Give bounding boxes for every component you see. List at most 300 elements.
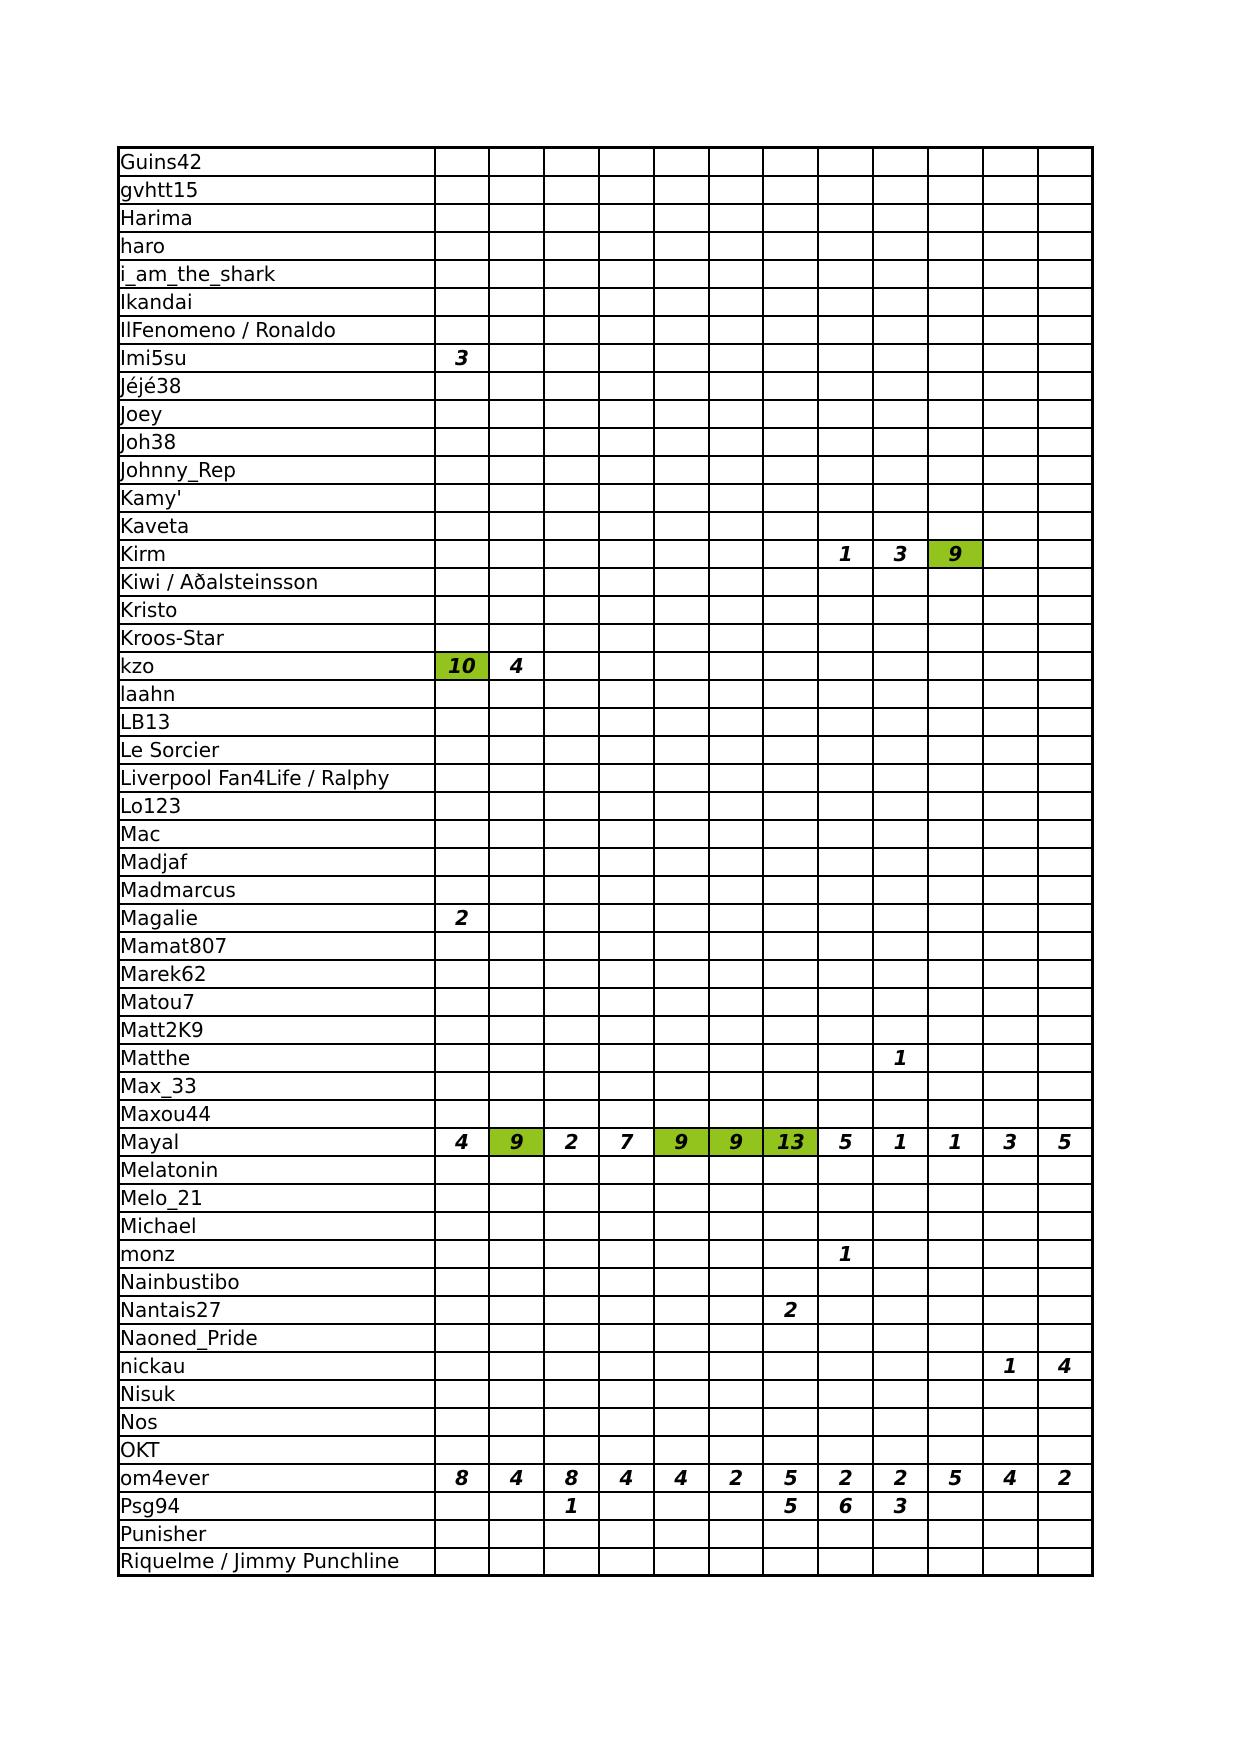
empty-score-cell [654, 1016, 709, 1044]
player-name-cell: Madmarcus [119, 876, 435, 904]
empty-score-cell [489, 512, 544, 540]
empty-score-cell [544, 428, 599, 456]
score-cell: 1 [983, 1352, 1038, 1380]
score-cell: 2 [818, 1464, 873, 1492]
empty-score-cell [983, 988, 1038, 1016]
empty-score-cell [818, 204, 873, 232]
empty-score-cell [818, 1436, 873, 1464]
empty-score-cell [818, 680, 873, 708]
empty-score-cell [818, 1184, 873, 1212]
empty-score-cell [599, 1240, 654, 1268]
empty-score-cell [709, 1408, 764, 1436]
empty-score-cell [599, 456, 654, 484]
empty-score-cell [1038, 456, 1093, 484]
empty-score-cell [709, 1268, 764, 1296]
empty-score-cell [489, 1044, 544, 1072]
empty-score-cell [654, 176, 709, 204]
player-name-cell: Matou7 [119, 988, 435, 1016]
empty-score-cell [489, 1212, 544, 1240]
empty-score-cell [544, 1240, 599, 1268]
empty-score-cell [489, 820, 544, 848]
empty-score-cell [489, 1016, 544, 1044]
empty-score-cell [1038, 540, 1093, 568]
empty-score-cell [435, 1408, 490, 1436]
player-name-cell: Kaveta [119, 512, 435, 540]
empty-score-cell [818, 568, 873, 596]
empty-score-cell [818, 484, 873, 512]
empty-score-cell [599, 624, 654, 652]
empty-score-cell [709, 1380, 764, 1408]
empty-score-cell [435, 1268, 490, 1296]
empty-score-cell [709, 484, 764, 512]
empty-score-cell [873, 1296, 928, 1324]
empty-score-cell [763, 232, 818, 260]
empty-score-cell [1038, 568, 1093, 596]
player-name-cell: Maxou44 [119, 1100, 435, 1128]
empty-score-cell [1038, 876, 1093, 904]
table-row [119, 288, 1093, 316]
table-row [119, 848, 1093, 876]
empty-score-cell [654, 148, 709, 176]
empty-score-cell [1038, 596, 1093, 624]
player-name-cell: Liverpool Fan4Life / Ralphy [119, 764, 435, 792]
empty-score-cell [544, 988, 599, 1016]
empty-score-cell [654, 708, 709, 736]
empty-score-cell [763, 1016, 818, 1044]
empty-score-cell [599, 1492, 654, 1520]
empty-score-cell [818, 260, 873, 288]
empty-score-cell [818, 624, 873, 652]
empty-score-cell [435, 428, 490, 456]
empty-score-cell [763, 876, 818, 904]
empty-score-cell [928, 1296, 983, 1324]
empty-score-cell [544, 960, 599, 988]
score-cell: 1 [928, 1128, 983, 1156]
empty-score-cell [709, 848, 764, 876]
empty-score-cell [763, 988, 818, 1016]
table-row [119, 232, 1093, 260]
empty-score-cell [763, 1240, 818, 1268]
table-row [119, 1520, 1093, 1548]
empty-score-cell [928, 596, 983, 624]
empty-score-cell [763, 344, 818, 372]
empty-score-cell [818, 1324, 873, 1352]
empty-score-cell [763, 260, 818, 288]
empty-score-cell [435, 456, 490, 484]
empty-score-cell [928, 1100, 983, 1128]
empty-score-cell [599, 1380, 654, 1408]
empty-score-cell [489, 1436, 544, 1464]
score-cell: 1 [818, 1240, 873, 1268]
empty-score-cell [709, 400, 764, 428]
empty-score-cell [489, 876, 544, 904]
empty-score-cell [1038, 1268, 1093, 1296]
empty-score-cell [873, 344, 928, 372]
empty-score-cell [709, 792, 764, 820]
empty-score-cell [763, 652, 818, 680]
empty-score-cell [544, 708, 599, 736]
empty-score-cell [435, 1240, 490, 1268]
empty-score-cell [928, 708, 983, 736]
empty-score-cell [928, 260, 983, 288]
table-row [119, 764, 1093, 792]
player-name-cell: Naoned_Pride [119, 1324, 435, 1352]
empty-score-cell [1038, 764, 1093, 792]
empty-score-cell [709, 960, 764, 988]
empty-score-cell [763, 1436, 818, 1464]
empty-score-cell [928, 1156, 983, 1184]
empty-score-cell [1038, 904, 1093, 932]
empty-score-cell [873, 904, 928, 932]
empty-score-cell [489, 1268, 544, 1296]
empty-score-cell [1038, 260, 1093, 288]
empty-score-cell [983, 204, 1038, 232]
table-row [119, 540, 1093, 568]
empty-score-cell [873, 1072, 928, 1100]
empty-score-cell [763, 456, 818, 484]
empty-score-cell [489, 484, 544, 512]
table-row [119, 1492, 1093, 1520]
empty-score-cell [983, 1324, 1038, 1352]
empty-score-cell [489, 148, 544, 176]
player-name-cell: Psg94 [119, 1492, 435, 1520]
empty-score-cell [435, 1184, 490, 1212]
empty-score-cell [983, 400, 1038, 428]
empty-score-cell [544, 652, 599, 680]
empty-score-cell [1038, 1100, 1093, 1128]
empty-score-cell [709, 1492, 764, 1520]
empty-score-cell [983, 792, 1038, 820]
empty-score-cell [654, 428, 709, 456]
empty-score-cell [435, 820, 490, 848]
empty-score-cell [1038, 1016, 1093, 1044]
empty-score-cell [1038, 1184, 1093, 1212]
empty-score-cell [654, 988, 709, 1016]
table-row [119, 1352, 1093, 1380]
empty-score-cell [544, 400, 599, 428]
empty-score-cell [544, 624, 599, 652]
empty-score-cell [818, 1268, 873, 1296]
empty-score-cell [654, 400, 709, 428]
empty-score-cell [1038, 512, 1093, 540]
empty-score-cell [544, 204, 599, 232]
table-row [119, 1016, 1093, 1044]
empty-score-cell [763, 540, 818, 568]
empty-score-cell [654, 932, 709, 960]
empty-score-cell [654, 288, 709, 316]
empty-score-cell [818, 652, 873, 680]
empty-score-cell [654, 1436, 709, 1464]
empty-score-cell [983, 1296, 1038, 1324]
empty-score-cell [928, 904, 983, 932]
empty-score-cell [654, 232, 709, 260]
empty-score-cell [654, 568, 709, 596]
empty-score-cell [654, 1100, 709, 1128]
empty-score-cell [435, 1072, 490, 1100]
empty-score-cell [818, 904, 873, 932]
player-name-cell: Joh38 [119, 428, 435, 456]
empty-score-cell [1038, 400, 1093, 428]
empty-score-cell [873, 1324, 928, 1352]
empty-score-cell [1038, 344, 1093, 372]
empty-score-cell [599, 176, 654, 204]
empty-score-cell [818, 232, 873, 260]
empty-score-cell [654, 484, 709, 512]
empty-score-cell [928, 372, 983, 400]
empty-score-cell [489, 708, 544, 736]
empty-score-cell [489, 764, 544, 792]
empty-score-cell [489, 260, 544, 288]
empty-score-cell [1038, 372, 1093, 400]
empty-score-cell [599, 428, 654, 456]
empty-score-cell [983, 1268, 1038, 1296]
empty-score-cell [544, 484, 599, 512]
table-row [119, 1296, 1093, 1324]
empty-score-cell [1038, 988, 1093, 1016]
empty-score-cell [489, 1380, 544, 1408]
empty-score-cell [763, 792, 818, 820]
empty-score-cell [983, 680, 1038, 708]
empty-score-cell [654, 820, 709, 848]
empty-score-cell [763, 1408, 818, 1436]
empty-score-cell [763, 204, 818, 232]
empty-score-cell [654, 848, 709, 876]
player-name-cell: Riquelme / Jimmy Punchline [119, 1548, 435, 1576]
empty-score-cell [873, 1184, 928, 1212]
score-cell: 8 [544, 1464, 599, 1492]
empty-score-cell [928, 820, 983, 848]
empty-score-cell [763, 400, 818, 428]
empty-score-cell [709, 876, 764, 904]
empty-score-cell [1038, 792, 1093, 820]
empty-score-cell [873, 1380, 928, 1408]
table-row [119, 1184, 1093, 1212]
empty-score-cell [763, 484, 818, 512]
empty-score-cell [435, 792, 490, 820]
empty-score-cell [818, 1520, 873, 1548]
empty-score-cell [763, 708, 818, 736]
empty-score-cell [763, 512, 818, 540]
score-cell: 5 [818, 1128, 873, 1156]
empty-score-cell [763, 1520, 818, 1548]
empty-score-cell [435, 1100, 490, 1128]
empty-score-cell [763, 960, 818, 988]
table-row [119, 652, 1093, 680]
empty-score-cell [544, 1044, 599, 1072]
empty-score-cell [873, 148, 928, 176]
empty-score-cell [928, 400, 983, 428]
empty-score-cell [709, 540, 764, 568]
empty-score-cell [654, 960, 709, 988]
empty-score-cell [873, 1240, 928, 1268]
empty-score-cell [599, 988, 654, 1016]
empty-score-cell [983, 652, 1038, 680]
empty-score-cell [709, 820, 764, 848]
empty-score-cell [928, 960, 983, 988]
empty-score-cell [654, 512, 709, 540]
empty-score-cell [818, 1408, 873, 1436]
player-name-cell: Punisher [119, 1520, 435, 1548]
empty-score-cell [928, 1436, 983, 1464]
empty-score-cell [709, 428, 764, 456]
empty-score-cell [1038, 1548, 1093, 1576]
empty-score-cell [928, 848, 983, 876]
empty-score-cell [983, 820, 1038, 848]
table-row [119, 568, 1093, 596]
empty-score-cell [873, 596, 928, 624]
empty-score-cell [928, 148, 983, 176]
empty-score-cell [983, 1240, 1038, 1268]
empty-score-cell [435, 1156, 490, 1184]
table-row [119, 1464, 1093, 1492]
score-cell: 6 [818, 1492, 873, 1520]
empty-score-cell [818, 1156, 873, 1184]
empty-score-cell [544, 316, 599, 344]
score-cell: 9 [489, 1128, 544, 1156]
player-name-cell: Matt2K9 [119, 1016, 435, 1044]
score-cell: 1 [873, 1044, 928, 1072]
empty-score-cell [654, 1520, 709, 1548]
empty-score-cell [435, 596, 490, 624]
empty-score-cell [544, 596, 599, 624]
empty-score-cell [599, 344, 654, 372]
table-row [119, 876, 1093, 904]
empty-score-cell [818, 1380, 873, 1408]
empty-score-cell [599, 736, 654, 764]
empty-score-cell [818, 932, 873, 960]
empty-score-cell [599, 400, 654, 428]
empty-score-cell [709, 624, 764, 652]
empty-score-cell [873, 736, 928, 764]
empty-score-cell [873, 512, 928, 540]
empty-score-cell [983, 848, 1038, 876]
empty-score-cell [709, 568, 764, 596]
empty-score-cell [654, 596, 709, 624]
empty-score-cell [709, 680, 764, 708]
empty-score-cell [873, 428, 928, 456]
player-name-cell: Jéjé38 [119, 372, 435, 400]
empty-score-cell [654, 1268, 709, 1296]
empty-score-cell [928, 736, 983, 764]
player-name-cell: Michael [119, 1212, 435, 1240]
table-row [119, 344, 1093, 372]
empty-score-cell [599, 1156, 654, 1184]
empty-score-cell [1038, 148, 1093, 176]
empty-score-cell [709, 1044, 764, 1072]
score-cell: 4 [489, 1464, 544, 1492]
empty-score-cell [435, 1380, 490, 1408]
empty-score-cell [873, 288, 928, 316]
empty-score-cell [1038, 288, 1093, 316]
empty-score-cell [928, 316, 983, 344]
empty-score-cell [435, 540, 490, 568]
empty-score-cell [544, 792, 599, 820]
empty-score-cell [435, 624, 490, 652]
player-name-cell: Nos [119, 1408, 435, 1436]
empty-score-cell [983, 1212, 1038, 1240]
empty-score-cell [928, 288, 983, 316]
empty-score-cell [709, 1352, 764, 1380]
empty-score-cell [544, 1016, 599, 1044]
empty-score-cell [435, 316, 490, 344]
empty-score-cell [709, 1100, 764, 1128]
empty-score-cell [489, 960, 544, 988]
empty-score-cell [544, 176, 599, 204]
empty-score-cell [983, 1072, 1038, 1100]
empty-score-cell [983, 1436, 1038, 1464]
empty-score-cell [928, 1380, 983, 1408]
empty-score-cell [763, 1156, 818, 1184]
empty-score-cell [928, 176, 983, 204]
player-name-cell: Ikandai [119, 288, 435, 316]
table-row [119, 1212, 1093, 1240]
empty-score-cell [709, 344, 764, 372]
empty-score-cell [1038, 484, 1093, 512]
empty-score-cell [654, 1408, 709, 1436]
empty-score-cell [544, 568, 599, 596]
empty-score-cell [489, 288, 544, 316]
empty-score-cell [489, 1520, 544, 1548]
empty-score-cell [709, 204, 764, 232]
empty-score-cell [435, 848, 490, 876]
score-cell: 3 [435, 344, 490, 372]
empty-score-cell [489, 1156, 544, 1184]
empty-score-cell [709, 1184, 764, 1212]
empty-score-cell [599, 904, 654, 932]
empty-score-cell [928, 1184, 983, 1212]
empty-score-cell [709, 456, 764, 484]
empty-score-cell [983, 596, 1038, 624]
player-name-cell: laahn [119, 680, 435, 708]
empty-score-cell [983, 904, 1038, 932]
empty-score-cell [599, 1324, 654, 1352]
empty-score-cell [544, 848, 599, 876]
empty-score-cell [763, 288, 818, 316]
empty-score-cell [709, 736, 764, 764]
player-name-cell: Mamat807 [119, 932, 435, 960]
empty-score-cell [928, 568, 983, 596]
empty-score-cell [873, 1100, 928, 1128]
score-cell: 9 [928, 540, 983, 568]
empty-score-cell [873, 624, 928, 652]
empty-score-cell [489, 568, 544, 596]
empty-score-cell [873, 1016, 928, 1044]
player-name-cell: Kristo [119, 596, 435, 624]
empty-score-cell [654, 1352, 709, 1380]
empty-score-cell [654, 876, 709, 904]
empty-score-cell [1038, 1324, 1093, 1352]
score-cell: 2 [763, 1296, 818, 1324]
player-name-cell: Nantais27 [119, 1296, 435, 1324]
empty-score-cell [709, 764, 764, 792]
empty-score-cell [709, 1548, 764, 1576]
score-table [117, 146, 1094, 1577]
empty-score-cell [599, 820, 654, 848]
empty-score-cell [928, 512, 983, 540]
empty-score-cell [763, 148, 818, 176]
empty-score-cell [654, 316, 709, 344]
empty-score-cell [928, 456, 983, 484]
empty-score-cell [599, 1072, 654, 1100]
empty-score-cell [1038, 316, 1093, 344]
empty-score-cell [818, 1044, 873, 1072]
empty-score-cell [983, 764, 1038, 792]
empty-score-cell [983, 428, 1038, 456]
table-row [119, 1380, 1093, 1408]
table-row [119, 428, 1093, 456]
player-name-cell: OKT [119, 1436, 435, 1464]
empty-score-cell [544, 1100, 599, 1128]
